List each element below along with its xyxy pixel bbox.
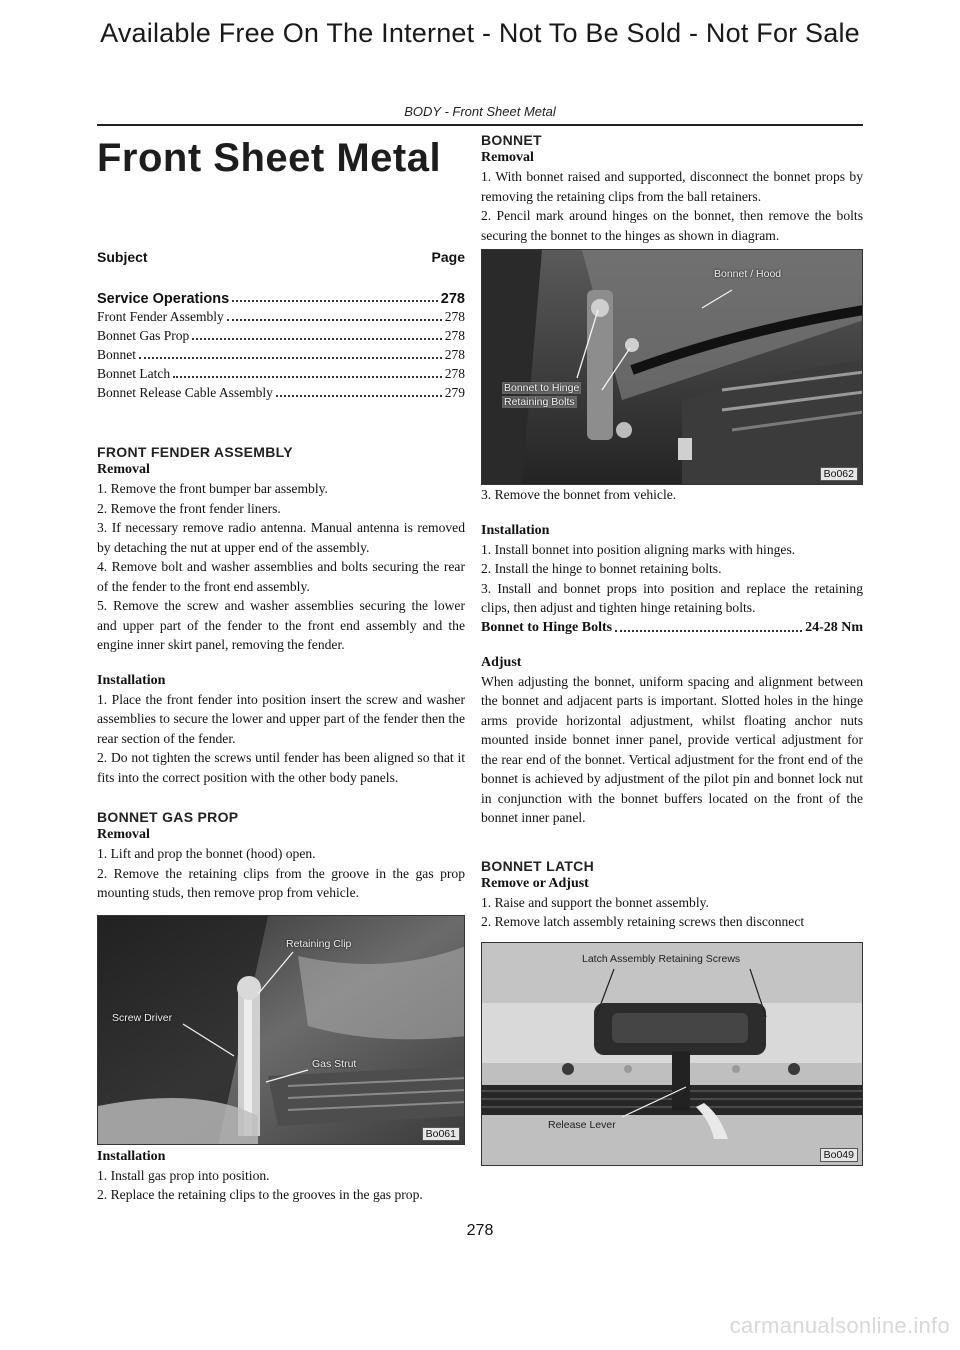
toc-subject-label: Subject — [97, 249, 148, 265]
toc-leader — [139, 345, 442, 359]
bonnet-removal-step: 1. With bonnet raised and supported, disconnect the bonnet props by removing the retaining clips from the ball retainers. — [481, 169, 863, 204]
bonnet-hinge-photo-image — [482, 250, 863, 485]
page-number: 278 — [466, 1222, 494, 1239]
gas-prop-photo-code: Bo061 — [422, 1127, 460, 1141]
bonnet-photo-label-hood: Bonnet / Hood — [714, 268, 782, 280]
toc-row[interactable] — [97, 307, 465, 326]
gas-prop-photo-image — [98, 916, 465, 1145]
fender-removal-head: Removal — [97, 462, 150, 477]
latch-photo-label-screws: Latch Assembly Retaining Screws — [582, 952, 741, 965]
latch-heading: BONNET LATCH — [481, 857, 594, 874]
latch-photo-label-lever: Release Lever — [548, 1118, 616, 1131]
fender-removal-step: 3. If necessary remove radio antenna. Manual antenna is removed by detaching the nut at upper end of the assembly. — [97, 520, 465, 555]
page-title: Front Sheet Metal — [97, 136, 442, 180]
bonnet-adjust-head: Adjust — [481, 654, 522, 670]
latch-step: 2. Remove latch assembly retaining screws then disconnect — [481, 914, 805, 929]
gas-prop-label-driver: Screw Driver — [112, 1011, 173, 1024]
bonnet-hinge-photo — [481, 249, 863, 485]
footer-watermark: carmanualsonline.info — [729, 1313, 950, 1338]
bonnet-photo-label-bolts-2: Retaining Bolts — [504, 396, 575, 408]
toc-leader — [232, 291, 438, 302]
gasprop-heading: BONNET GAS PROP — [97, 809, 239, 825]
bonnet-install-step: 3. Install and bonnet props into position and replace the retaining clips, then adjust and tighten hinge retaining bolts. — [481, 580, 863, 615]
toc-page-label: Page — [431, 249, 465, 265]
toc-row[interactable] — [97, 345, 465, 364]
fender-removal-step: 5. Remove the screw and washer assemblies securing the lower and upper part of the fender to the front end assembly and the engine inner skirt panel, removing the fender. — [97, 598, 465, 652]
toc-item-label: Front Fender Assembly — [97, 309, 224, 324]
bonnet-install-step: 1. Install bonnet into position aligning marks with hinges. — [481, 541, 796, 557]
gas-prop-label-strut: Gas Strut — [312, 1057, 357, 1070]
toc-row[interactable] — [97, 364, 465, 383]
gas-prop-photo — [97, 915, 465, 1145]
bonnet-removal-step: 2. Pencil mark around hinges on the bonnet, then remove the bolts securing the bonnet to the hinges as shown in diagram. — [481, 208, 863, 243]
bonnet-heading: BONNET — [481, 132, 542, 148]
bonnet-photo-label-bolts-1: Bonnet to Hinge — [504, 382, 580, 394]
fender-removal-step: 4. Remove bolt and washer assemblies and bolts securing the rear of the fender to the front end assembly. — [97, 559, 465, 594]
torque-spec-leader — [615, 618, 802, 632]
fender-install-step: 2. Do not tighten the screws until fender has been aligned so that it fits into the correct position with the other body panels. — [97, 750, 465, 785]
header-rule — [97, 124, 863, 126]
toc-item-label: Bonnet Release Cable Assembly — [97, 385, 273, 400]
toc-section-page: 278 — [440, 291, 465, 307]
gas-prop-label-clip: Retaining Clip — [286, 937, 352, 950]
latch-head: Remove or Adjust — [481, 875, 589, 891]
toc-header — [97, 249, 465, 265]
bonnet-install-head: Installation — [481, 522, 550, 538]
toc-item-page: 278 — [444, 328, 465, 343]
toc-leader — [173, 364, 442, 378]
latch-photo-code: Bo049 — [820, 1148, 858, 1162]
right-column — [481, 132, 863, 1166]
gasprop-removal-head: Removal — [97, 827, 150, 842]
bonnet-latch-photo — [481, 942, 863, 1166]
toc-section-row[interactable] — [97, 291, 465, 307]
fender-removal-step: 1. Remove the front bumper bar assembly. — [97, 481, 328, 496]
fender-install-step: 1. Place the front fender into position insert the screw and washer assemblies to secure the lower and upper part of the fender then the rear section of the fender. — [97, 691, 465, 746]
toc-item-label: Bonnet Gas Prop — [97, 328, 190, 343]
toc-leader — [227, 307, 442, 321]
fender-install-head: Installation — [97, 672, 166, 688]
toc-row[interactable] — [97, 326, 465, 345]
fender-removal-step: 2. Remove the front fender liners. — [97, 500, 281, 516]
torque-spec-label: Bonnet to Hinge Bolts — [481, 619, 613, 635]
bonnet-adjust-text: When adjusting the bonnet, uniform spacing and alignment between the bonnet and adjacent parts is important. Slotted holes in the hinge arms provide horizontal adjustment, whilst floating anchor nuts mounted inside bonnet inner panel, provide vertical adjustment for the rear end of the bonnet. Vertical adjustment for the front end of the bonnet is achieved by adjustment of the pilot pin and bonnet lock nut in conjunction with the bonnet buffers located on the front of the bonnet inner panel. — [481, 673, 863, 825]
left-column — [97, 132, 465, 1205]
bonnet-install-step: 2. Install the hinge to bonnet retaining bolts. — [481, 561, 722, 576]
toc-section-label: Service Operations — [97, 291, 230, 307]
toc-row[interactable] — [97, 383, 465, 402]
gasprop-removal-step: 1. Lift and prop the bonnet (hood) open. — [97, 846, 316, 861]
bonnet-photo-code: Bo062 — [820, 467, 858, 481]
gasprop-install-step: 1. Install gas prop into position. — [97, 1167, 270, 1183]
copyright-banner: Available Free On The Internet - Not To Be Sold - Not For Sale — [100, 18, 860, 48]
bonnet-latch-photo-image — [482, 943, 863, 1166]
toc-item-page: 279 — [444, 385, 465, 400]
gasprop-install-step: 2. Replace the retaining clips to the grooves in the gas prop. — [97, 1187, 423, 1202]
toc-leader — [192, 326, 442, 340]
toc-item-page: 278 — [444, 309, 465, 324]
bonnet-removal-head: Removal — [481, 150, 534, 165]
latch-step: 1. Raise and support the bonnet assembly. — [481, 894, 709, 910]
bonnet-removal-step: 3. Remove the bonnet from vehicle. — [481, 487, 677, 502]
toc-item-label: Bonnet — [97, 347, 136, 362]
running-head: BODY - Front Sheet Metal — [404, 104, 556, 119]
toc-item-label: Bonnet Latch — [97, 366, 171, 381]
toc-leader — [276, 383, 442, 397]
gasprop-install-head: Installation — [97, 1148, 166, 1164]
toc-item-page: 278 — [444, 366, 465, 381]
torque-spec-value: 24-28 Nm — [805, 619, 863, 635]
toc-item-page: 278 — [444, 347, 465, 362]
gasprop-removal-step: 2. Remove the retaining clips from the groove in the gas prop mounting studs, then remove prop from vehicle. — [97, 865, 465, 900]
torque-spec — [481, 618, 863, 637]
fender-heading: FRONT FENDER ASSEMBLY — [97, 444, 293, 460]
